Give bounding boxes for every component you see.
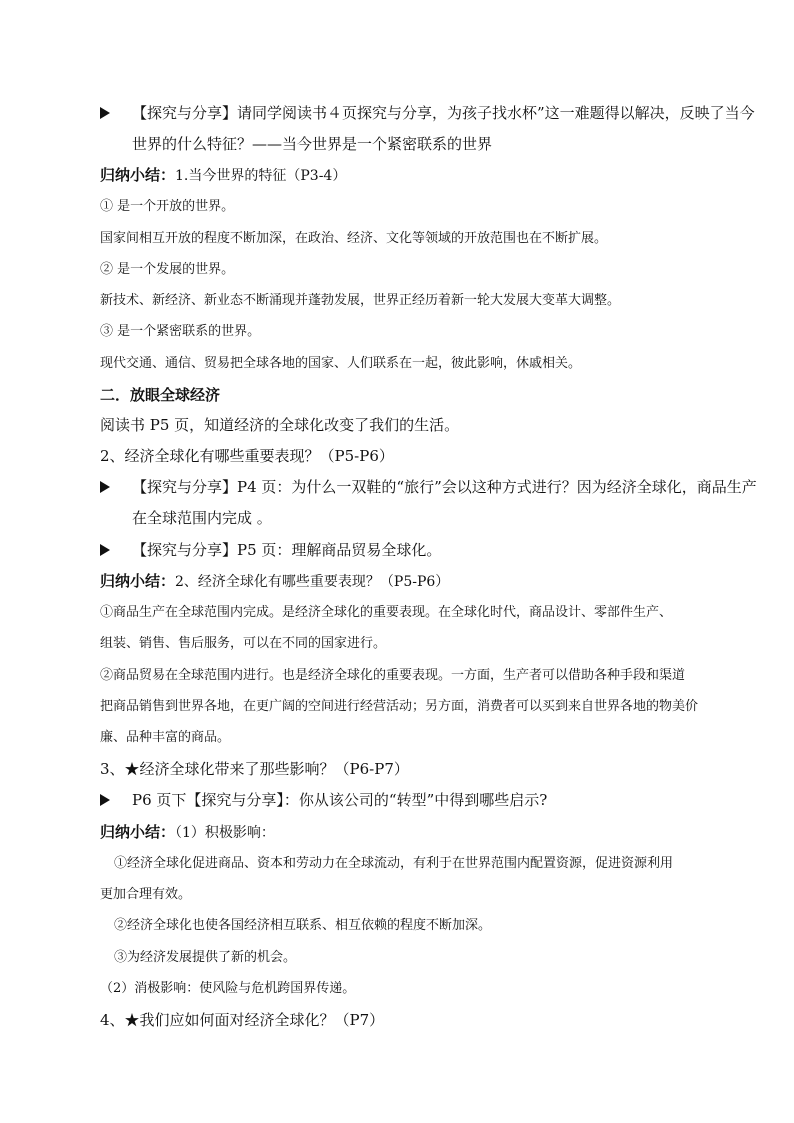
positive-impact-1-cont: 更加合理有效。 [100,887,192,902]
reading-note: 阅读书 P5 页，知道经济的全球化改变了我们的生活。 [100,416,460,434]
positive-impact-3: ③为经济发展提供了新的机会。 [114,950,297,965]
manifestation-2-end: 廉、品种丰富的商品。 [100,730,231,745]
negative-impact: （2）消极影响：使风险与危机跨国界传递。 [100,981,356,996]
question-3: 3、★经济全球化带来了那些影响？（P6-P7） [100,760,409,778]
explore-item-2: 【探究与分享】P4 页：为什么一双鞋的“旅行”会以这种方式进行？因为经济全球化，商品生产 [100,480,757,495]
summary-3: 归纳小结：（1）积极影响： [100,823,275,841]
summary-1: 归纳小结：1.当今世界的特征（P3-4） [100,166,347,184]
feature-3-desc: 现代交通、通信、贸易把全球各地的国家、人们联系在一起，彼此影响，休戚相关。 [100,356,582,371]
feature-3: ③ 是一个紧密联系的世界。 [100,324,261,339]
arrow-bullet-icon [100,107,110,119]
feature-1-desc: 国家间相互开放的程度不断加深，在政治、经济、文化等领域的开放范围也在不断扩展。 [100,231,608,246]
explore-item-1-cont: 世界的什么特征？——当今世界是一个紧密联系的世界 [132,135,493,153]
manifestation-2: ②商品贸易在全球范围内进行。也是经济全球化的重要表现。一方面，生产者可以借助各种手段和渠道 [100,668,686,683]
summary-2: 归纳小结：2、经济全球化有哪些重要表现？（P5-P6） [100,572,450,590]
arrow-bullet-icon [100,481,110,493]
explore-item-4: P6 页下【探究与分享】：你从该公司的“转型”中得到哪些启示? [100,793,547,808]
arrow-bullet-icon [100,544,110,556]
question-4: 4、★我们应如何面对经济全球化？（P7） [100,1011,385,1029]
manifestation-1: ①商品生产在全球范围内完成。是经济全球化的重要表现。在全球化时代，商品设计、零部件生产、 [100,605,673,620]
explore-item-3: 【探究与分享】P5 页：理解商品贸易全球化。 [100,543,441,558]
question-2: 2、经济全球化有哪些重要表现？（P5-P6） [100,447,394,465]
positive-impact-1: ①经济全球化促进商品、资本和劳动力在全球流动，有利于在世界范围内配置资源，促进资源利用 [114,856,674,871]
feature-1: ① 是一个开放的世界。 [100,199,235,214]
positive-impact-2: ②经济全球化也使各国经济相互联系、相互依赖的程度不断加深。 [114,918,492,933]
arrow-bullet-icon [100,794,110,806]
section-heading-2: 二．放眼全球经济 [100,386,221,404]
explore-item-1: 【探究与分享】请同学阅读书４页探究与分享，为孩子找水杯”这一难题得以解决，反映了当今 [100,106,755,121]
feature-2-desc: 新技术、新经济、新业态不断涌现并蓬勃发展，世界正经历着新一轮大发展大变革大调整。 [100,293,621,308]
feature-2: ② 是一个发展的世界。 [100,262,235,277]
explore-item-2-cont: 在全球范围内完成 。 [132,509,272,527]
manifestation-2-cont: 把商品销售到世界各地，在更广阔的空间进行经营活动；另方面，消费者可以买到来自世界各地的物美价 [100,699,699,714]
manifestation-1-cont: 组装、销售、售后服务，可以在不同的国家进行。 [100,636,387,651]
